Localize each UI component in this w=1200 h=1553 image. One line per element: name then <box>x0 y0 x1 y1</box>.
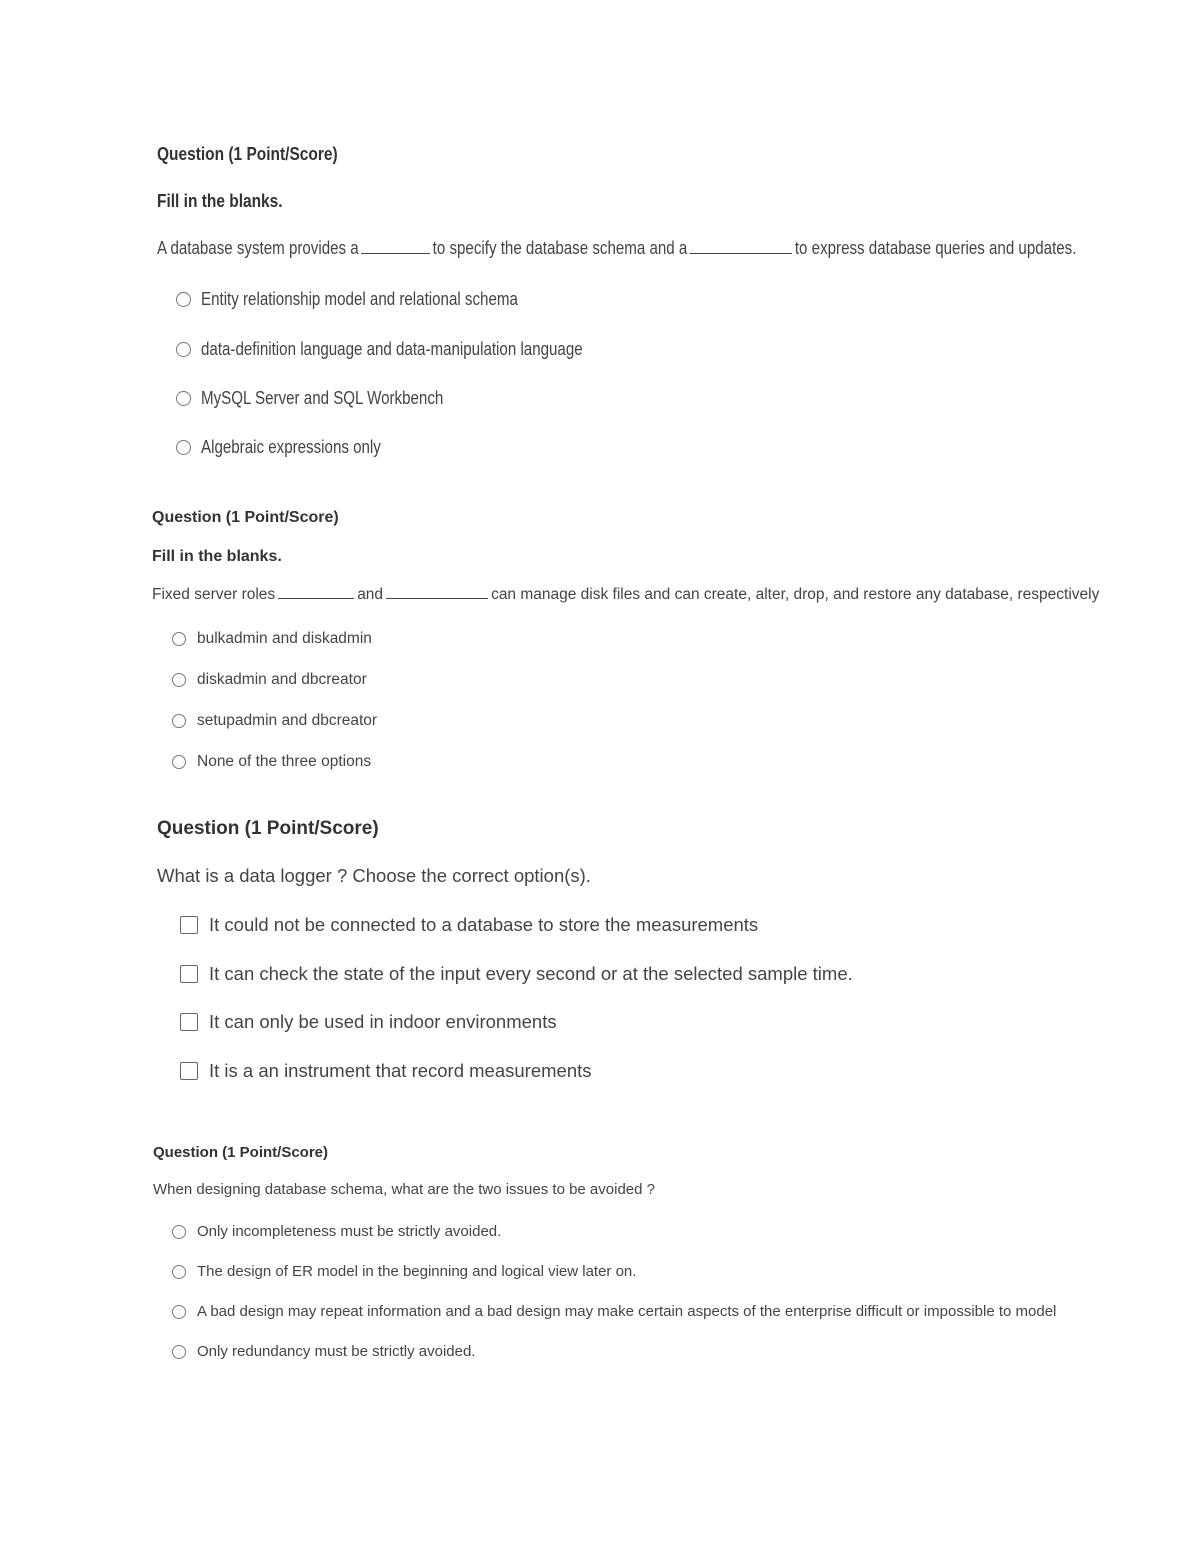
radio-button[interactable] <box>176 292 191 307</box>
answer-blank <box>278 597 354 599</box>
option-label: Algebraic expressions only <box>201 437 381 457</box>
answer-option[interactable] <box>172 1263 636 1280</box>
option-label: diskadmin and dbcreator <box>197 671 367 688</box>
checkbox[interactable] <box>180 965 198 983</box>
question-prompt <box>152 586 1099 604</box>
answer-option[interactable] <box>180 914 758 936</box>
option-label: Only redundancy must be strictly avoided. <box>197 1343 476 1360</box>
answer-option[interactable] <box>172 712 377 730</box>
radio-button[interactable] <box>172 1305 186 1319</box>
question-title: Question (1 Point/Score) <box>157 818 379 839</box>
answer-blank <box>690 252 792 254</box>
option-label: A bad design may repeat information and a bad design may make certain aspects of the enterprise difficult or impossible to model <box>197 1303 1057 1320</box>
option-label: The design of ER model in the beginning and logical view later on. <box>197 1263 637 1280</box>
prompt-text: Fixed server roles <box>152 586 276 603</box>
question-prompt <box>157 238 1076 259</box>
option-label: setupadmin and dbcreator <box>197 712 378 729</box>
question-title: Question (1 Point/Score) <box>152 509 339 526</box>
prompt-text: can manage disk files and can create, alter, drop, and restore any database, respectively <box>491 586 1100 603</box>
answer-option[interactable] <box>176 289 578 310</box>
answer-option[interactable] <box>180 1060 592 1082</box>
answer-option[interactable] <box>180 963 853 985</box>
answer-option[interactable] <box>180 1011 557 1033</box>
option-label: data-definition language and data-manipulation language <box>201 339 583 359</box>
option-label: It can only be used in indoor environments <box>209 1011 557 1032</box>
question-title: Question (1 Point/Score) <box>153 1144 329 1161</box>
answer-option[interactable] <box>176 437 415 458</box>
option-label: None of the three options <box>197 753 372 770</box>
answer-blank <box>386 597 488 599</box>
radio-button[interactable] <box>176 440 191 455</box>
checkbox[interactable] <box>180 1013 198 1031</box>
answer-option[interactable] <box>172 753 371 771</box>
option-label: It could not be connected to a database to store the measurements <box>209 914 759 935</box>
prompt-text: to specify the database schema and a <box>432 238 688 258</box>
question-prompt: When designing database schema, what are the two issues to be avoided ? <box>153 1181 655 1198</box>
answer-option[interactable] <box>172 1343 475 1360</box>
answer-option[interactable] <box>172 1223 501 1240</box>
question-title: Question (1 Point/Score) <box>157 144 338 164</box>
question-prompt: What is a data logger ? Choose the correct option(s). <box>157 865 591 886</box>
radio-button[interactable] <box>172 1225 186 1239</box>
answer-option[interactable] <box>176 388 489 409</box>
answer-option[interactable] <box>176 339 655 360</box>
radio-button[interactable] <box>172 632 186 646</box>
radio-button[interactable] <box>172 1265 186 1279</box>
answer-option[interactable] <box>172 630 372 648</box>
answer-blank <box>361 252 430 254</box>
option-label: Only incompleteness must be strictly avoided. <box>197 1223 502 1240</box>
prompt-text: and <box>357 586 384 603</box>
option-label: It can check the state of the input every second or at the selected sample time. <box>209 963 853 984</box>
radio-button[interactable] <box>176 391 191 406</box>
radio-button[interactable] <box>176 342 191 357</box>
option-label: It is a an instrument that record measurements <box>209 1060 592 1081</box>
answer-option[interactable] <box>172 1303 1056 1320</box>
checkbox[interactable] <box>180 916 198 934</box>
answer-option[interactable] <box>172 671 367 689</box>
option-label: Entity relationship model and relational schema <box>201 289 518 309</box>
prompt-text: to express database queries and updates. <box>794 238 1077 258</box>
question-instruction: Fill in the blanks. <box>157 191 283 211</box>
question-instruction: Fill in the blanks. <box>152 548 282 565</box>
checkbox[interactable] <box>180 1062 198 1080</box>
radio-button[interactable] <box>172 673 186 687</box>
radio-button[interactable] <box>172 755 186 769</box>
option-label: bulkadmin and diskadmin <box>197 630 372 647</box>
option-label: MySQL Server and SQL Workbench <box>201 388 444 408</box>
prompt-text: A database system provides a <box>157 238 359 258</box>
radio-button[interactable] <box>172 1345 186 1359</box>
radio-button[interactable] <box>172 714 186 728</box>
